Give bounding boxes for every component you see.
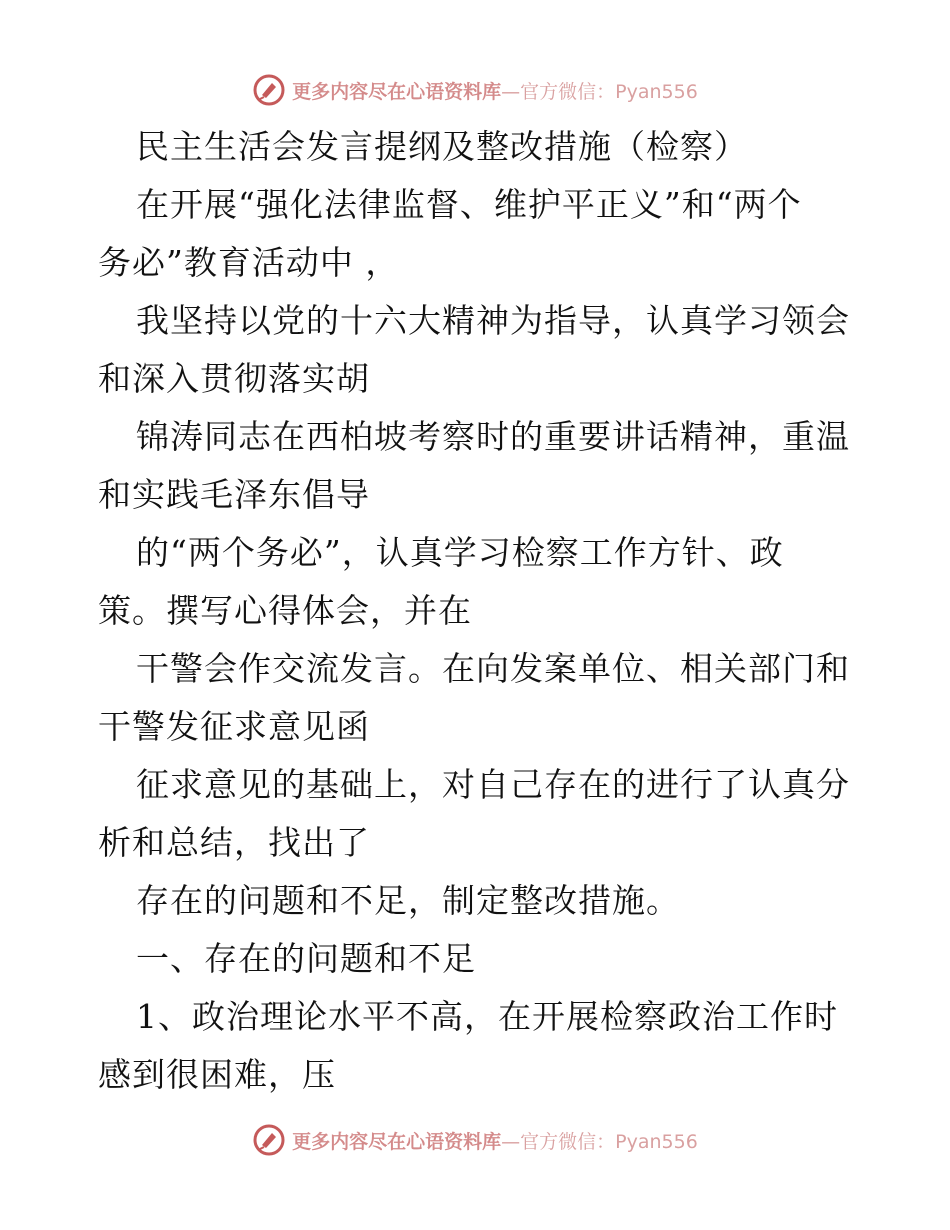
brand-logo-icon: [252, 73, 286, 107]
document-line: 和实践毛泽东倡导: [98, 475, 370, 514]
document-line: 的“两个务必”，认真学习检察工作方针、政: [136, 533, 784, 572]
watermark-wechat: 官方微信：Pyan556: [520, 80, 698, 103]
document-line: 锦涛同志在西柏坡考察时的重要讲话精神，重温: [136, 417, 850, 456]
watermark-brand: 更多内容尽在心语资料库: [292, 1130, 502, 1153]
watermark-wechat: 官方微信：Pyan556: [520, 1130, 698, 1153]
document-body: [98, 118, 858, 1104]
watermark-banner-bottom: [0, 1120, 950, 1160]
watermark-text: [292, 1127, 698, 1154]
document-line: 析和总结，找出了: [98, 823, 370, 862]
document-line: 我坚持以党的十六大精神为指导，认真学习领会: [136, 301, 850, 340]
document-line: 感到很困难，压: [98, 1055, 336, 1094]
document-line: 干警会作交流发言。在向发案单位、相关部门和: [136, 649, 850, 688]
watermark-text: [292, 77, 698, 104]
watermark-dash: —: [501, 1130, 521, 1153]
document-line: 务必”教育活动中 ，: [98, 243, 400, 282]
document-line: 和深入贯彻落实胡: [98, 359, 370, 398]
document-line: 1、政治理论水平不高，在开展检察政治工作时: [136, 997, 838, 1036]
brand-logo-icon: [252, 1123, 286, 1157]
watermark-banner-top: [0, 70, 950, 110]
document-line: 策。撰写心得体会，并在: [98, 591, 472, 630]
document-line: 在开展“强化法律监督、维护平正义”和“两个: [136, 185, 802, 224]
document-line: 存在的问题和不足，制定整改措施。: [136, 881, 680, 920]
document-line: 一、存在的问题和不足: [136, 939, 476, 978]
document-line: 征求意见的基础上，对自己存在的进行了认真分: [136, 765, 850, 804]
watermark-brand: 更多内容尽在心语资料库: [292, 80, 502, 103]
document-line: 民主生活会发言提纲及整改措施（检察）: [136, 127, 748, 166]
watermark-dash: —: [501, 80, 521, 103]
document-line: 干警发征求意见函: [98, 707, 370, 746]
